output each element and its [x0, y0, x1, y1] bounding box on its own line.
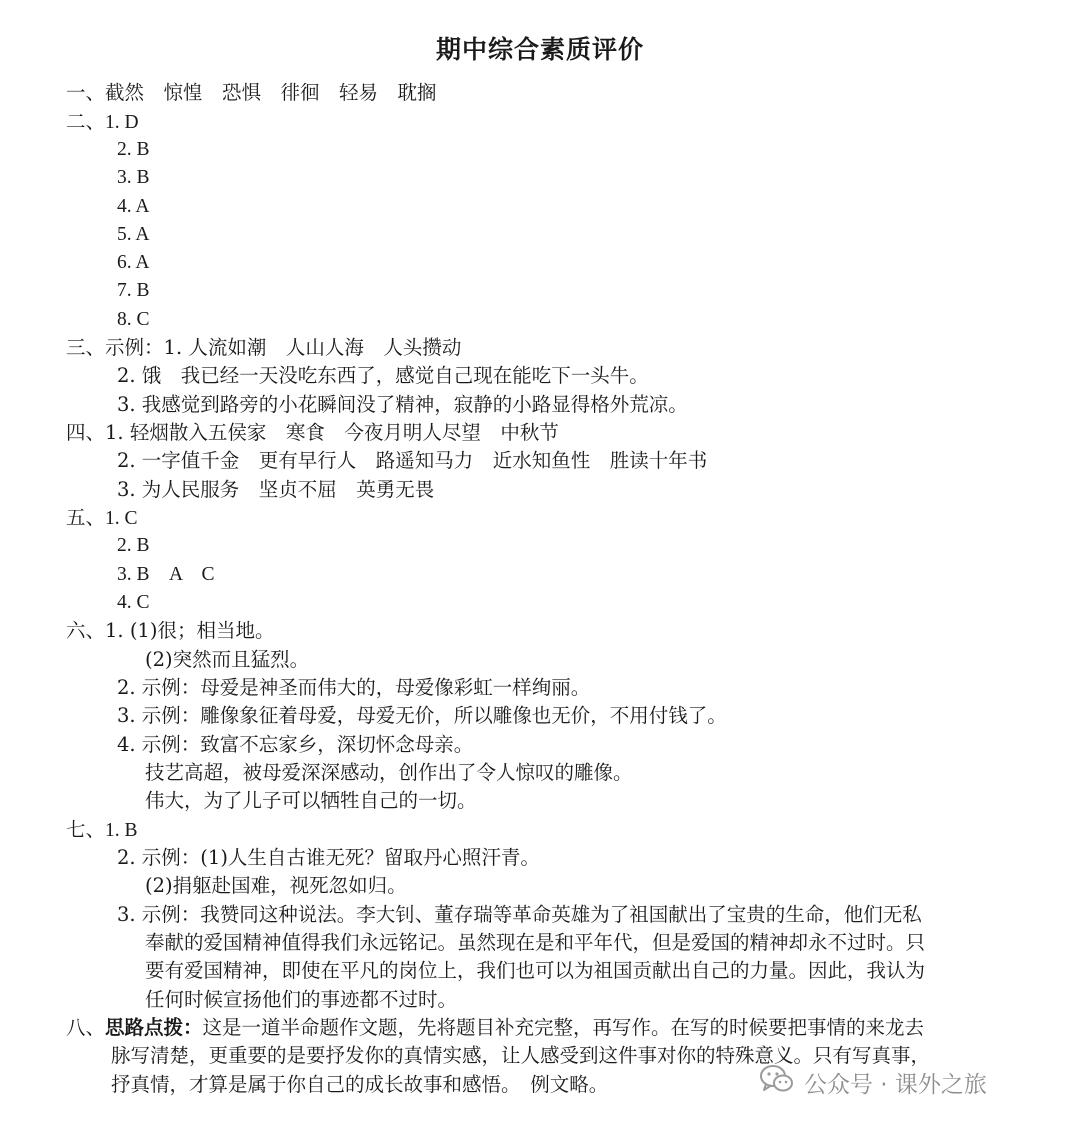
section-5-label: 五、 — [66, 506, 106, 529]
answer-item: 7. B — [117, 280, 150, 301]
answer-item: 2. 示例：母爱是神圣而伟大的，母爱像彩虹一样绚丽。 — [117, 676, 591, 699]
section-5-first — [66, 504, 138, 533]
section-6-first — [66, 617, 274, 645]
answer-item: 要有爱国精神，即使在平凡的岗位上，我们也可以为祖国贡献出自己的力量。因此，我认为 — [145, 959, 926, 982]
hint-label: 思路点拨： — [105, 1016, 203, 1039]
answer-item: 1. D — [105, 112, 139, 133]
answer-item: 3. B A C — [117, 564, 215, 585]
answer-item: 6. A — [117, 252, 150, 273]
answer-item: 5. A — [117, 224, 150, 245]
answer-item: (2)捐躯赴国难，视死忽如归。 — [145, 874, 407, 897]
hint-text: 抒真情，才算是属于你自己的成长故事和感悟。 例文略。 — [111, 1073, 609, 1096]
answer-item: 奉献的爱国精神值得我们永远铭记。虽然现在是和平年代，但是爱国的精神却永不过时。只 — [145, 931, 926, 954]
answer-item: 4. A — [117, 196, 150, 217]
answer-item: 1. B — [105, 820, 138, 841]
section-3-label: 三、 — [66, 336, 106, 359]
section-8-first — [66, 1014, 924, 1042]
answer-item: 2. B — [117, 535, 150, 556]
answer-item: 3. 我感觉到路旁的小花瞬间没了精神，寂静的小路显得格外荒凉。 — [117, 393, 688, 416]
section-1-label: 一、 — [66, 81, 106, 104]
watermark-text: 公众号 · 课外之旅 — [804, 1071, 987, 1098]
section-2-first — [66, 108, 139, 137]
hint-text: 这是一道半命题作文题，先将题目补充完整，再写作。在写的时候要把事情的来龙去 — [202, 1016, 925, 1039]
answer-item: 8. C — [117, 309, 150, 330]
section-4-label: 四、 — [66, 421, 106, 444]
section-2-label: 二、 — [66, 110, 106, 133]
answer-item: 1. 人流如潮 人山人海 人头攒动 — [163, 336, 462, 359]
answer-item: 4. C — [117, 592, 150, 613]
answer-item: 1. (1)很；相当地。 — [105, 619, 275, 642]
answer-item: 技艺高超，被母爱深深感动，创作出了令人惊叹的雕像。 — [145, 761, 633, 784]
answer-item: 2. B — [117, 139, 150, 160]
answer-item: 3. 示例：雕像象征着母爱，母爱无价，所以雕像也无价，不用付钱了。 — [117, 704, 727, 727]
answer-item: 4. 示例：致富不忘家乡，深切怀念母亲。 — [117, 733, 474, 756]
wechat-icon — [760, 1064, 794, 1100]
answer-item: 3. 为人民服务 坚贞不屈 英勇无畏 — [117, 478, 435, 501]
answer-item: 2. 示例：(1)人生自古谁无死？留取丹心照汗青。 — [117, 846, 540, 869]
answer-item: 任何时候宣扬他们的事迹都不过时。 — [145, 988, 458, 1011]
answer-item: 1. C — [105, 508, 138, 529]
hint-text: 脉写清楚，更重要的是要抒发你的真情实感，让人感受到这件事对你的特殊意义。只有写真事， — [111, 1044, 931, 1067]
section-8-label: 八、 — [66, 1016, 106, 1039]
page-title: 期中综合素质评价 — [435, 35, 644, 64]
watermark — [760, 1062, 987, 1102]
answer-item: 2. 一字值千金 更有早行人 路遥知马力 近水知鱼性 胜读十年书 — [117, 449, 708, 472]
answer-item: 3. 示例：我赞同这种说法。李大钊、董存瑞等革命英雄为了祖国献出了宝贵的生命，他们无私 — [117, 903, 922, 926]
answer-item: 1. 轻烟散入五侯家 寒食 今夜月明人尽望 中秋节 — [105, 421, 559, 444]
section-1-text: 截然 惊惶 恐惧 徘徊 轻易 耽搁 — [105, 81, 437, 104]
section-6-label: 六、 — [66, 619, 106, 642]
answer-item: 伟大，为了儿子可以牺牲自己的一切。 — [145, 789, 477, 812]
answer-item: 3. B — [117, 167, 150, 188]
section-4-first — [66, 419, 559, 447]
section-7-first — [66, 816, 138, 845]
section-3-first — [66, 334, 461, 362]
answer-item: (2)突然而且猛烈。 — [145, 648, 310, 671]
section-3-prefix: 示例： — [105, 336, 164, 359]
section-7-label: 七、 — [66, 818, 106, 841]
answer-item: 2. 饿 我已经一天没吃东西了，感觉自己现在能吃下一头牛。 — [117, 364, 649, 387]
section-1 — [66, 79, 437, 107]
